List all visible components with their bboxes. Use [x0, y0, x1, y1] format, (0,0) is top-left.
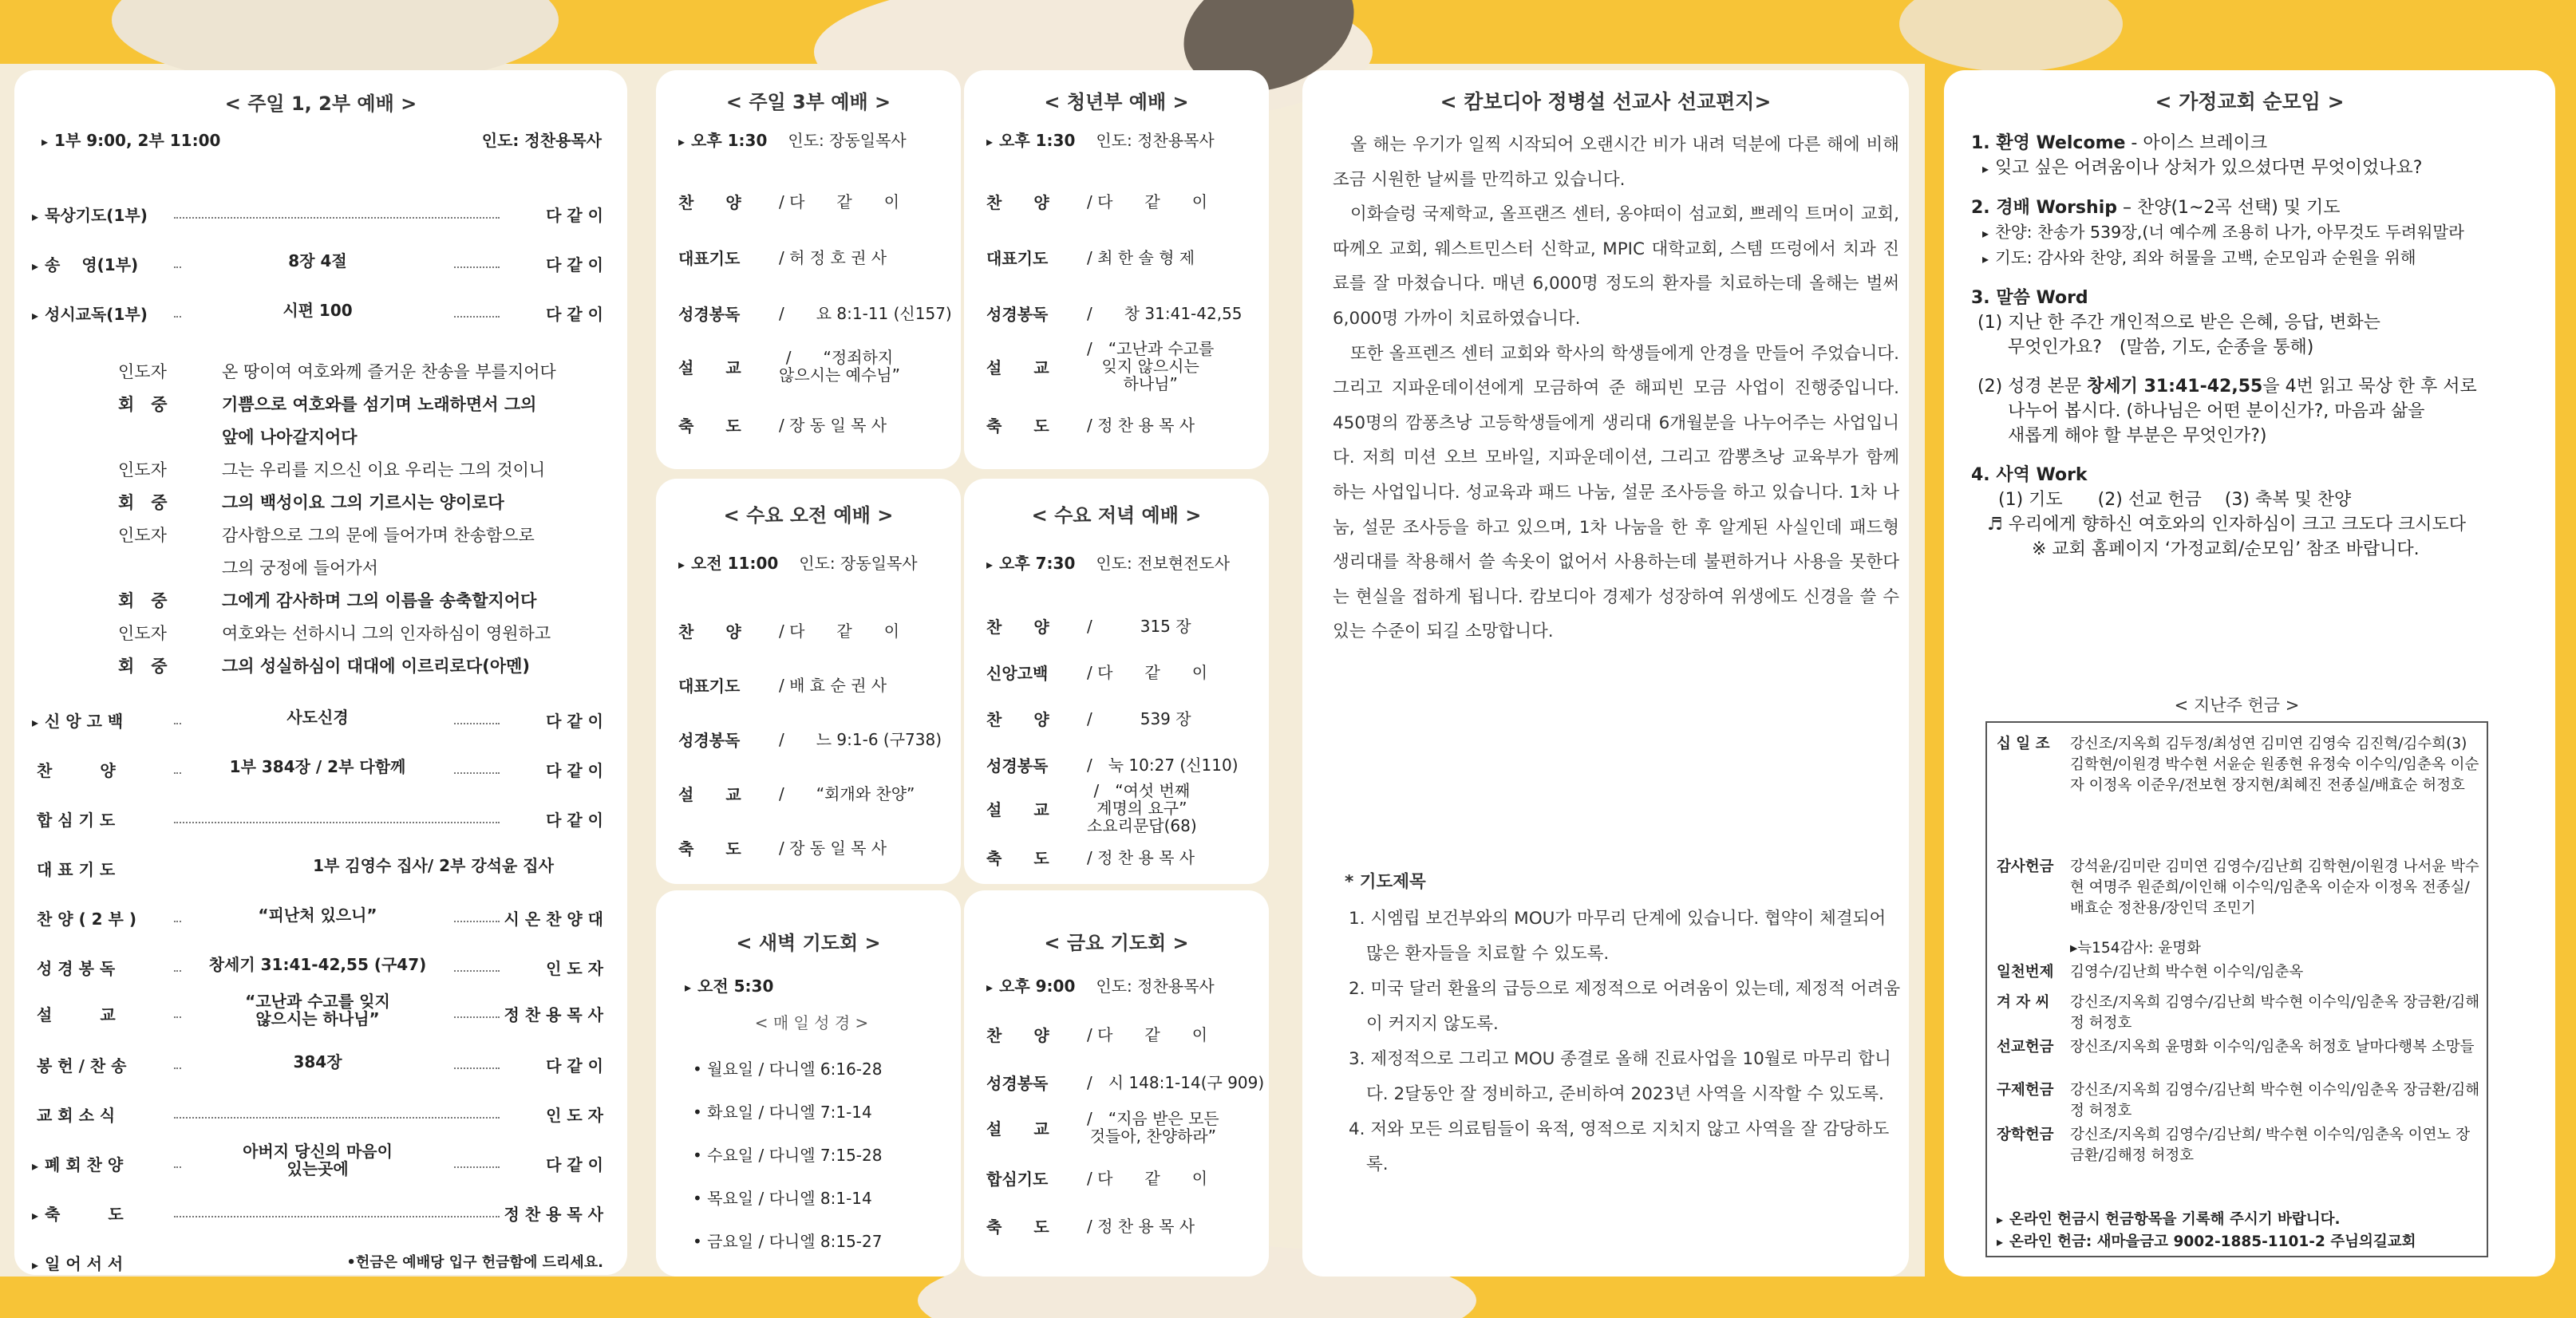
letter-paragraph: 이화슬렁 국제학교, 올프랜즈 센터, 옹야떠이 섬교회, 쁘레익 트머이 교회, 따께오 교회, 웨스트민스터 신학교, MPIC 대학교회, 스템 뜨렁에서 치과 진료를 잘 마쳤습니다. 매년 6,000명 정도의 환자를 치료하는데 올해는 벌써 6,000명 가까이 치료하였습니다. — [1333, 204, 1899, 329]
order-label: ▸ 폐 회 찬 양 — [32, 1152, 123, 1175]
prayer-list — [1349, 902, 1901, 1182]
section-word: 3. 말씀 Word — [1971, 288, 2088, 308]
speaker: 회 중 — [118, 657, 168, 676]
item-row — [678, 190, 945, 213]
item-value: / 창 31:41-42,55 — [1087, 303, 1243, 323]
item-row — [986, 340, 1253, 393]
responsive-line — [118, 356, 556, 389]
responsive-text: 그의 백성이요 그의 기르시는 양이로다 — [222, 493, 504, 512]
item-row — [986, 753, 1253, 776]
item-label: 설 교 — [986, 799, 1049, 819]
dawn-prayer-panel — [656, 890, 961, 1277]
responsive-text: 여호와는 선하시니 그의 인자하심이 영원하고 — [222, 624, 551, 643]
item-value: / 다 같 이 — [779, 191, 900, 211]
item-value: / 다 같 이 — [1087, 662, 1208, 682]
offering-table — [1985, 721, 2488, 1257]
home-title: < 가정교회 순모임 > — [2155, 90, 2345, 113]
order-person: 다 같 이 — [541, 302, 603, 325]
youth-panel — [964, 70, 1269, 469]
responsive-line — [118, 454, 545, 487]
responsive-line — [118, 487, 504, 519]
item-row — [986, 1023, 1253, 1046]
item-label: 설 교 — [678, 357, 741, 377]
item-row — [678, 413, 945, 436]
offering-label: 십 일 조 — [1997, 736, 2050, 752]
responsive-line — [118, 585, 536, 618]
worship-prayer: ▸ 기도: 감사와 찬양, 죄와 허물을 고백, 순모임과 순원을 위해 — [1971, 246, 2530, 271]
time-row: ▸ 오전 11:00 인도: 장동일목사 — [678, 550, 945, 574]
item-value: / 315 장 — [1087, 616, 1191, 636]
offering-names: 강신조/지옥희 김영수/김난희/ 박수현 이수익/임춘옥 이연노 장금환/김해정 허정호 — [2070, 1127, 2471, 1164]
order-label: ▸ 신 앙 고 백 — [32, 708, 123, 732]
order-content: “피난처 있으니” — [182, 906, 453, 924]
item-value: / 장 동 일 목 사 — [779, 838, 887, 858]
item-value: / 다 같 이 — [779, 621, 900, 641]
bullet-dot: • — [693, 1103, 708, 1122]
item-label: 대표기도 — [986, 249, 1049, 268]
offering-names: ▸늑154감사: 윤명화 — [2070, 940, 2201, 957]
item-row — [986, 1110, 1253, 1145]
item-row — [986, 302, 1253, 325]
item-label: 설 교 — [678, 785, 741, 804]
daily-reading — [693, 1099, 945, 1123]
letter-paragraph: 또한 올프렌즈 센터 교회와 학사의 학생들에게 안경을 만들어 주었습니다. 그리고 지파운데이션에게 모금하여 준 해피빈 모금 사업이 진행중입니다. 450명의 깜퐁츠낭 고등학생들에게 생리대 6개월분을 나누어주는 사업입니다. 저희 미션 오브 모바일, 지파운데이션, 그리고 깜뽕츠낭 교육부가 함께 하는 사업입니다. 성교육과 패드 나눔, 설문 조사등을 하고 있습니다. 1차 나눔, 설문 조사등을 하고 있으며, 1차 나눔을 한 후 알게된 사실인데 패드형 생리대를 착용해서 쓸 속옷이 없어서 사용하는데 불편하거나 사용을 못한다는 현실을 접하게 됩니다. 캄보디아 경제가 성장하여 위생에도 신경을 쓸 수 있는 수준이 되길 소망합니다. — [1333, 343, 1899, 642]
responsive-text: 그의 궁정에 들어가서 — [222, 558, 378, 578]
item-value: / 다 같 이 — [1087, 191, 1208, 211]
work-items: (1) 기도 (2) 선교 헌금 (3) 축복 및 찬양 — [1998, 490, 2352, 510]
time-row: ▸ 오전 5:30 — [685, 973, 945, 996]
panel-title: < 청년부 예배 > — [1044, 91, 1189, 113]
item-value: / 눅 10:27 (신110) — [1087, 755, 1239, 775]
item-label: 성경봉독 — [986, 1074, 1049, 1093]
order-label: 성 경 봉 독 — [37, 959, 116, 978]
item-row — [986, 190, 1253, 213]
offering-names: 장신조/지옥희 윤명화 이수익/임춘옥 허정호 날마다행복 소망들 — [2070, 1039, 2475, 1056]
order-content: 아버지 당신의 마음이 있는곳에 — [182, 1142, 453, 1178]
item-row — [986, 1214, 1253, 1237]
reading-text: 금요일 / 다니엘 8:15-27 — [707, 1232, 883, 1251]
order-content: “고난과 수고를 잊지 않으시는 하나님” — [182, 992, 453, 1028]
responsive-line — [118, 618, 551, 650]
item-value: / 요 8:1-11 (신157) — [779, 303, 952, 323]
item-row — [986, 661, 1253, 684]
item-row — [986, 246, 1253, 269]
item-value: / 허 정 호 권 사 — [779, 247, 887, 267]
order-person: 다 같 이 — [541, 708, 603, 732]
responsive-line — [118, 519, 535, 552]
item-label: 찬 양 — [678, 622, 741, 641]
offering-label: 겨 자 씨 — [1997, 994, 2050, 1011]
responsive-text: 기쁨으로 여호와를 섬기며 노래하면서 그의 — [222, 395, 537, 414]
item-row — [986, 614, 1253, 637]
item-label: 찬 양 — [986, 1026, 1049, 1045]
item-row — [678, 673, 945, 696]
letter-body — [1333, 128, 1899, 649]
offering-names: 강신조/지옥희 김두정/최성연 김미연 김영숙 김진혁/김수희(3) 김학현/이원경 박수현 서윤순 원종현 유정숙 이수익/임춘옥 이순자 이정옥 이준우/전보현 장지현/최혜진 전종실/배효순 허정호 — [2070, 736, 2479, 794]
item-value: / 다 같 이 — [1087, 1168, 1208, 1188]
item-label: 성경봉독 — [986, 305, 1049, 324]
order-person: 다 같 이 — [541, 1053, 603, 1076]
order-label: 찬 양 — [37, 761, 116, 780]
responsive-text: 그의 성실하심이 대대에 이르리로다(아멘) — [222, 657, 530, 676]
sunday3-panel — [656, 70, 961, 469]
item-row — [986, 782, 1253, 835]
responsive-line — [118, 650, 530, 683]
friday-prayer-panel — [964, 890, 1269, 1277]
responsive-text: 그에게 감사하며 그의 이름을 송축할지어다 — [222, 591, 537, 610]
item-value: / 느 9:1-6 (구738) — [779, 729, 942, 749]
responsive-line — [118, 552, 378, 585]
item-row — [986, 846, 1253, 869]
item-value: / 539 장 — [1087, 708, 1191, 728]
time-row: ▸ 오후 1:30 인도: 정찬용목사 — [986, 128, 1253, 151]
service-leader: 인도: 정찬용목사 — [481, 131, 602, 150]
word-q2: (2) 성경 본문 창세기 31:41-42,55을 4번 읽고 묵상 한 후 서로 — [1977, 377, 2477, 397]
speaker: 인도자 — [118, 460, 167, 479]
reading-text: 월요일 / 다니엘 6:16-28 — [707, 1060, 883, 1079]
item-label: 찬 양 — [986, 710, 1049, 729]
item-row — [678, 302, 952, 325]
order-person: 인 도 자 — [541, 956, 603, 979]
item-row — [986, 707, 1253, 730]
panel-title: < 주일 1, 2부 예배 > — [224, 93, 417, 115]
order-person: 정 찬 용 목 사 — [500, 1202, 603, 1225]
item-label: 합심기도 — [986, 1170, 1049, 1189]
panel-title: < 수요 저녁 예배 > — [1031, 504, 1202, 527]
item-label: 찬 양 — [986, 618, 1049, 637]
item-row — [678, 619, 945, 642]
item-row — [678, 728, 945, 751]
panel-title: < 수요 오전 예배 > — [723, 504, 894, 527]
work-verse: ♬ 우리에게 향하신 여호와의 인자하심이 크고 크도다 크시도다 — [1987, 515, 2466, 535]
online-note: ▸ 온라인 헌금시 헌금항목을 기록해 주시기 바랍니다. — [1997, 1209, 2480, 1230]
item-label: 대표기도 — [678, 677, 741, 696]
order-label: 합 심 기 도 — [37, 811, 116, 830]
wed-morning-panel — [656, 479, 961, 884]
responsive-text: 그는 우리를 지으신 이요 우리는 그의 것이니 — [222, 460, 546, 479]
bullet-dot: • — [693, 1189, 708, 1208]
worship-song: ▸ 찬양: 찬송가 539장,(너 예수께 조용히 나가, 아무것도 두려워말라 — [1971, 220, 2530, 246]
speaker: 회 중 — [118, 493, 168, 512]
item-value: / 최 한 솔 형 제 — [1087, 247, 1195, 267]
speaker: 인도자 — [118, 624, 167, 643]
responsive-text: 온 땅이여 여호와께 즐거운 찬송을 부를지어다 — [222, 362, 556, 381]
order-label: 대 표 기 도 — [37, 860, 116, 879]
responsive-line — [118, 389, 536, 421]
order-content: 1부 384장 / 2부 다함께 — [182, 758, 453, 775]
offering-names: 김영수/김난희 박수현 이수익/임춘옥 — [2070, 964, 2304, 981]
service-time: ▸ 1부 9:00, 2부 11:00 — [41, 128, 627, 151]
letter-paragraph: 올 해는 우기가 일찍 시작되어 오랜시간 비가 내려 덕분에 다른 해에 비해 조금 시원한 날씨를 만끽하고 있습니다. — [1333, 135, 1899, 190]
order-content: 사도신경 — [182, 708, 453, 726]
item-label: 축 도 — [678, 839, 741, 858]
item-label: 축 도 — [986, 849, 1049, 868]
item-row — [678, 349, 945, 384]
item-value: / 정 찬 용 목 사 — [1087, 847, 1195, 867]
daily-reading — [693, 1186, 945, 1209]
section-worship: 2. 경배 Worship – 찬양(1~2곡 선택) 및 기도 — [1971, 198, 2341, 218]
panel-title: < 주일 3부 예배 > — [725, 91, 891, 113]
welcome-question: ▸ 잊고 싶은 어려움이나 상처가 있으셨다면 무엇이었나요? — [1971, 156, 2530, 181]
section-work: 4. 사역 Work — [1971, 465, 2088, 485]
item-value: / “회개와 찬양” — [779, 783, 915, 803]
item-value: / 배 효 순 권 사 — [779, 675, 887, 695]
item-label: 찬 양 — [986, 193, 1049, 212]
item-label: 축 도 — [678, 416, 741, 436]
item-row — [986, 1166, 1253, 1190]
order-label: ▸ 송 영(1부) — [32, 252, 138, 275]
item-label: 찬 양 — [678, 193, 741, 212]
prayer-item: 2. 미국 달러 환율의 급등으로 제정적으로 어려움이 있는데, 제정적 어려움이 커지지 않도록. — [1349, 979, 1901, 1034]
offering-label: 장학헌금 — [1997, 1127, 2054, 1143]
word-q1: (1) 지난 한 주간 개인적으로 받은 은혜, 응답, 변화는 — [1977, 313, 2380, 333]
order-person: 다 같 이 — [541, 807, 603, 831]
item-label: 대표기도 — [678, 249, 741, 268]
offering-label: 감사헌금 — [1997, 858, 2054, 875]
section-welcome: 1. 환영 Welcome - 아이스 브레이크 — [1971, 133, 2268, 153]
order-content: 384장 — [182, 1053, 453, 1071]
item-value: / 정 찬 용 목 사 — [1087, 415, 1195, 435]
item-label: 축 도 — [986, 1217, 1049, 1237]
order-label: 찬 양 ( 2 부 ) — [37, 910, 136, 929]
item-value: / “고난과 수고를 잊지 않으시는 하나님” — [1087, 339, 1215, 393]
prayer-title: * 기도제목 — [1345, 872, 1426, 892]
order-label: ▸ 묵상기도(1부) — [32, 203, 148, 226]
time-row: ▸ 오후 1:30 인도: 장동일목사 — [678, 128, 945, 151]
time-row: ▸ 오후 9:00 인도: 정찬용목사 — [986, 973, 1253, 996]
item-label: 설 교 — [986, 357, 1049, 377]
offering-label: 구제헌금 — [1997, 1082, 2054, 1099]
bullet-dot: • — [693, 1060, 708, 1079]
item-row — [678, 246, 945, 269]
responsive-line — [118, 421, 358, 454]
leader-dots — [174, 1117, 500, 1119]
speaker: 인도자 — [118, 362, 167, 381]
item-row — [986, 1071, 1265, 1094]
bullet-dot: • — [693, 1232, 708, 1251]
item-label: 신앙고백 — [986, 664, 1049, 683]
item-value: / 다 같 이 — [1087, 1024, 1208, 1044]
online-account: ▸ 온라인 헌금: 새마을금고 9002-1885-1101-2 주님의길교회 — [1997, 1232, 2480, 1253]
daily-reading — [693, 1056, 945, 1079]
reading-text: 목요일 / 다니엘 8:1-14 — [707, 1189, 872, 1208]
item-value: / 장 동 일 목 사 — [779, 415, 887, 435]
order-person: 다 같 이 — [541, 1152, 603, 1175]
offering-label: 선교헌금 — [1997, 1039, 2054, 1056]
time-row: ▸ 오후 7:30 인도: 전보현전도사 — [986, 550, 1253, 574]
order-label: 설 교 — [37, 1005, 116, 1024]
prayer-item: 4. 저와 모든 의료팀들이 육적, 영적으로 지치지 않고 사역을 잘 감당하도록. — [1349, 1119, 1890, 1174]
item-label: 축 도 — [986, 416, 1049, 436]
word-q2b: 나누어 봅시다. (하나님은 어떤 분이신가?, 마음과 삶을 — [2008, 401, 2425, 421]
sunday-service-panel — [14, 70, 627, 1275]
order-person: 인 도 자 — [541, 1103, 603, 1126]
wed-evening-panel — [964, 479, 1269, 884]
order-content: 시편 100 — [182, 302, 453, 319]
order-label: 봉 헌 / 찬 송 — [37, 1056, 127, 1075]
word-q1b: 무엇인가요? (말씀, 기도, 순종을 통해) — [2008, 337, 2314, 357]
responsive-text: 앞에 나아갈지어다 — [222, 428, 358, 447]
item-label: 성경봉독 — [678, 731, 741, 750]
home-content — [1971, 131, 2530, 562]
order-label: 교 회 소 식 — [37, 1106, 116, 1125]
item-value: / “지음 받은 모든 것들아, 찬양하라” — [1087, 1109, 1219, 1146]
order-content: 8장 4절 — [182, 252, 453, 270]
prayer-item: 3. 제정적으로 그리고 MOU 종결로 올해 진료사업을 10월로 마무리 합니다. 2달동안 잘 정비하고, 준비하여 2023년 사역을 시작할 수 있도록. — [1349, 1049, 1891, 1104]
item-value: / “정죄하지 않으시는 예수님” — [779, 348, 900, 385]
item-value: / “여섯 번째 계명의 요구” 소요리문답(68) — [1087, 781, 1197, 835]
order-person: 다 같 이 — [541, 203, 603, 226]
leader-dots — [174, 822, 500, 823]
speaker: 회 중 — [118, 395, 168, 414]
offering-names: 강신조/지옥희 김영수/김난희 박수현 이수익/임춘옥 장금환/김해정 허정호 — [2070, 1082, 2480, 1119]
reading-text: 화요일 / 다니엘 7:1-14 — [707, 1103, 872, 1122]
work-note: ※ 교회 홈페이지 ‘가정교회/순모임’ 참조 바랍니다. — [2032, 539, 2420, 559]
leader-dots — [174, 217, 500, 219]
order-person: 다 같 이 — [541, 758, 603, 781]
responsive-text: 감사함으로 그의 문에 들어가며 찬송함으로 — [222, 526, 535, 545]
speaker: 회 중 — [118, 591, 168, 610]
speaker: 인도자 — [118, 526, 167, 545]
order-person: 다 같 이 — [541, 252, 603, 275]
order-label: ▸ 축 도 — [32, 1202, 124, 1225]
reading-text: 수요일 / 다니엘 7:15-28 — [707, 1146, 883, 1165]
item-row — [678, 782, 945, 805]
order-person: 시 온 찬 양 대 — [500, 906, 603, 929]
leader-dots — [174, 1216, 500, 1217]
offering-names: 강석윤/김미란 김미연 김영수/김난희 김학현/이원경 나서윤 박수현 여명주 원준희/이인해 이수익/임춘옥 이순자 이정옥 전종실/배효순 정찬용/장인덕 조민기 — [2070, 858, 2479, 917]
item-label: 설 교 — [986, 1119, 1049, 1138]
offering-title: < 지난주 헌금 > — [2174, 696, 2300, 715]
daily-bible-label: < 매 일 성 경 > — [754, 1013, 869, 1032]
offering-names: 강신조/지옥희 김영수/김난희 박수현 이수익/임춘옥 장금환/김해정 허정호 — [2070, 994, 2480, 1032]
offering-label: 일천번제 — [1997, 964, 2054, 981]
item-row — [986, 413, 1253, 436]
panel-title: < 금요 기도회 > — [1044, 932, 1189, 954]
order-label: ▸ 일 어 서 서 — [32, 1251, 123, 1274]
bullet-dot: • — [693, 1146, 708, 1165]
daily-reading — [693, 1142, 945, 1166]
word-q2c: 새롭게 해야 할 부분은 무엇인가?) — [2008, 426, 2267, 446]
order-person: 정 찬 용 목 사 — [500, 1002, 603, 1025]
item-row — [678, 836, 945, 859]
order-person: •헌금은 예배당 입구 헌금함에 드리세요. — [342, 1251, 603, 1272]
item-label: 성경봉독 — [986, 756, 1049, 775]
order-content: 창세기 31:41-42,55 (구47) — [182, 956, 453, 973]
order-content: 1부 김영수 집사/ 2부 강석윤 집사 — [254, 857, 613, 874]
item-value: / 정 찬 용 목 사 — [1087, 1216, 1195, 1236]
daily-reading — [693, 1229, 945, 1252]
prayer-item: 1. 시엠립 보건부와의 MOU가 마무리 단계에 있습니다. 협약이 체결되어 많은 환자들을 치료할 수 있도록. — [1349, 909, 1887, 964]
item-label: 성경봉독 — [678, 305, 741, 324]
order-label: ▸ 성시교독(1부) — [32, 302, 148, 325]
item-value: / 시 148:1-14(구 909) — [1087, 1072, 1265, 1092]
letter-title: < 캄보디아 정병설 선교사 선교편지> — [1440, 90, 1772, 113]
panel-title: < 새벽 기도회 > — [736, 932, 881, 954]
